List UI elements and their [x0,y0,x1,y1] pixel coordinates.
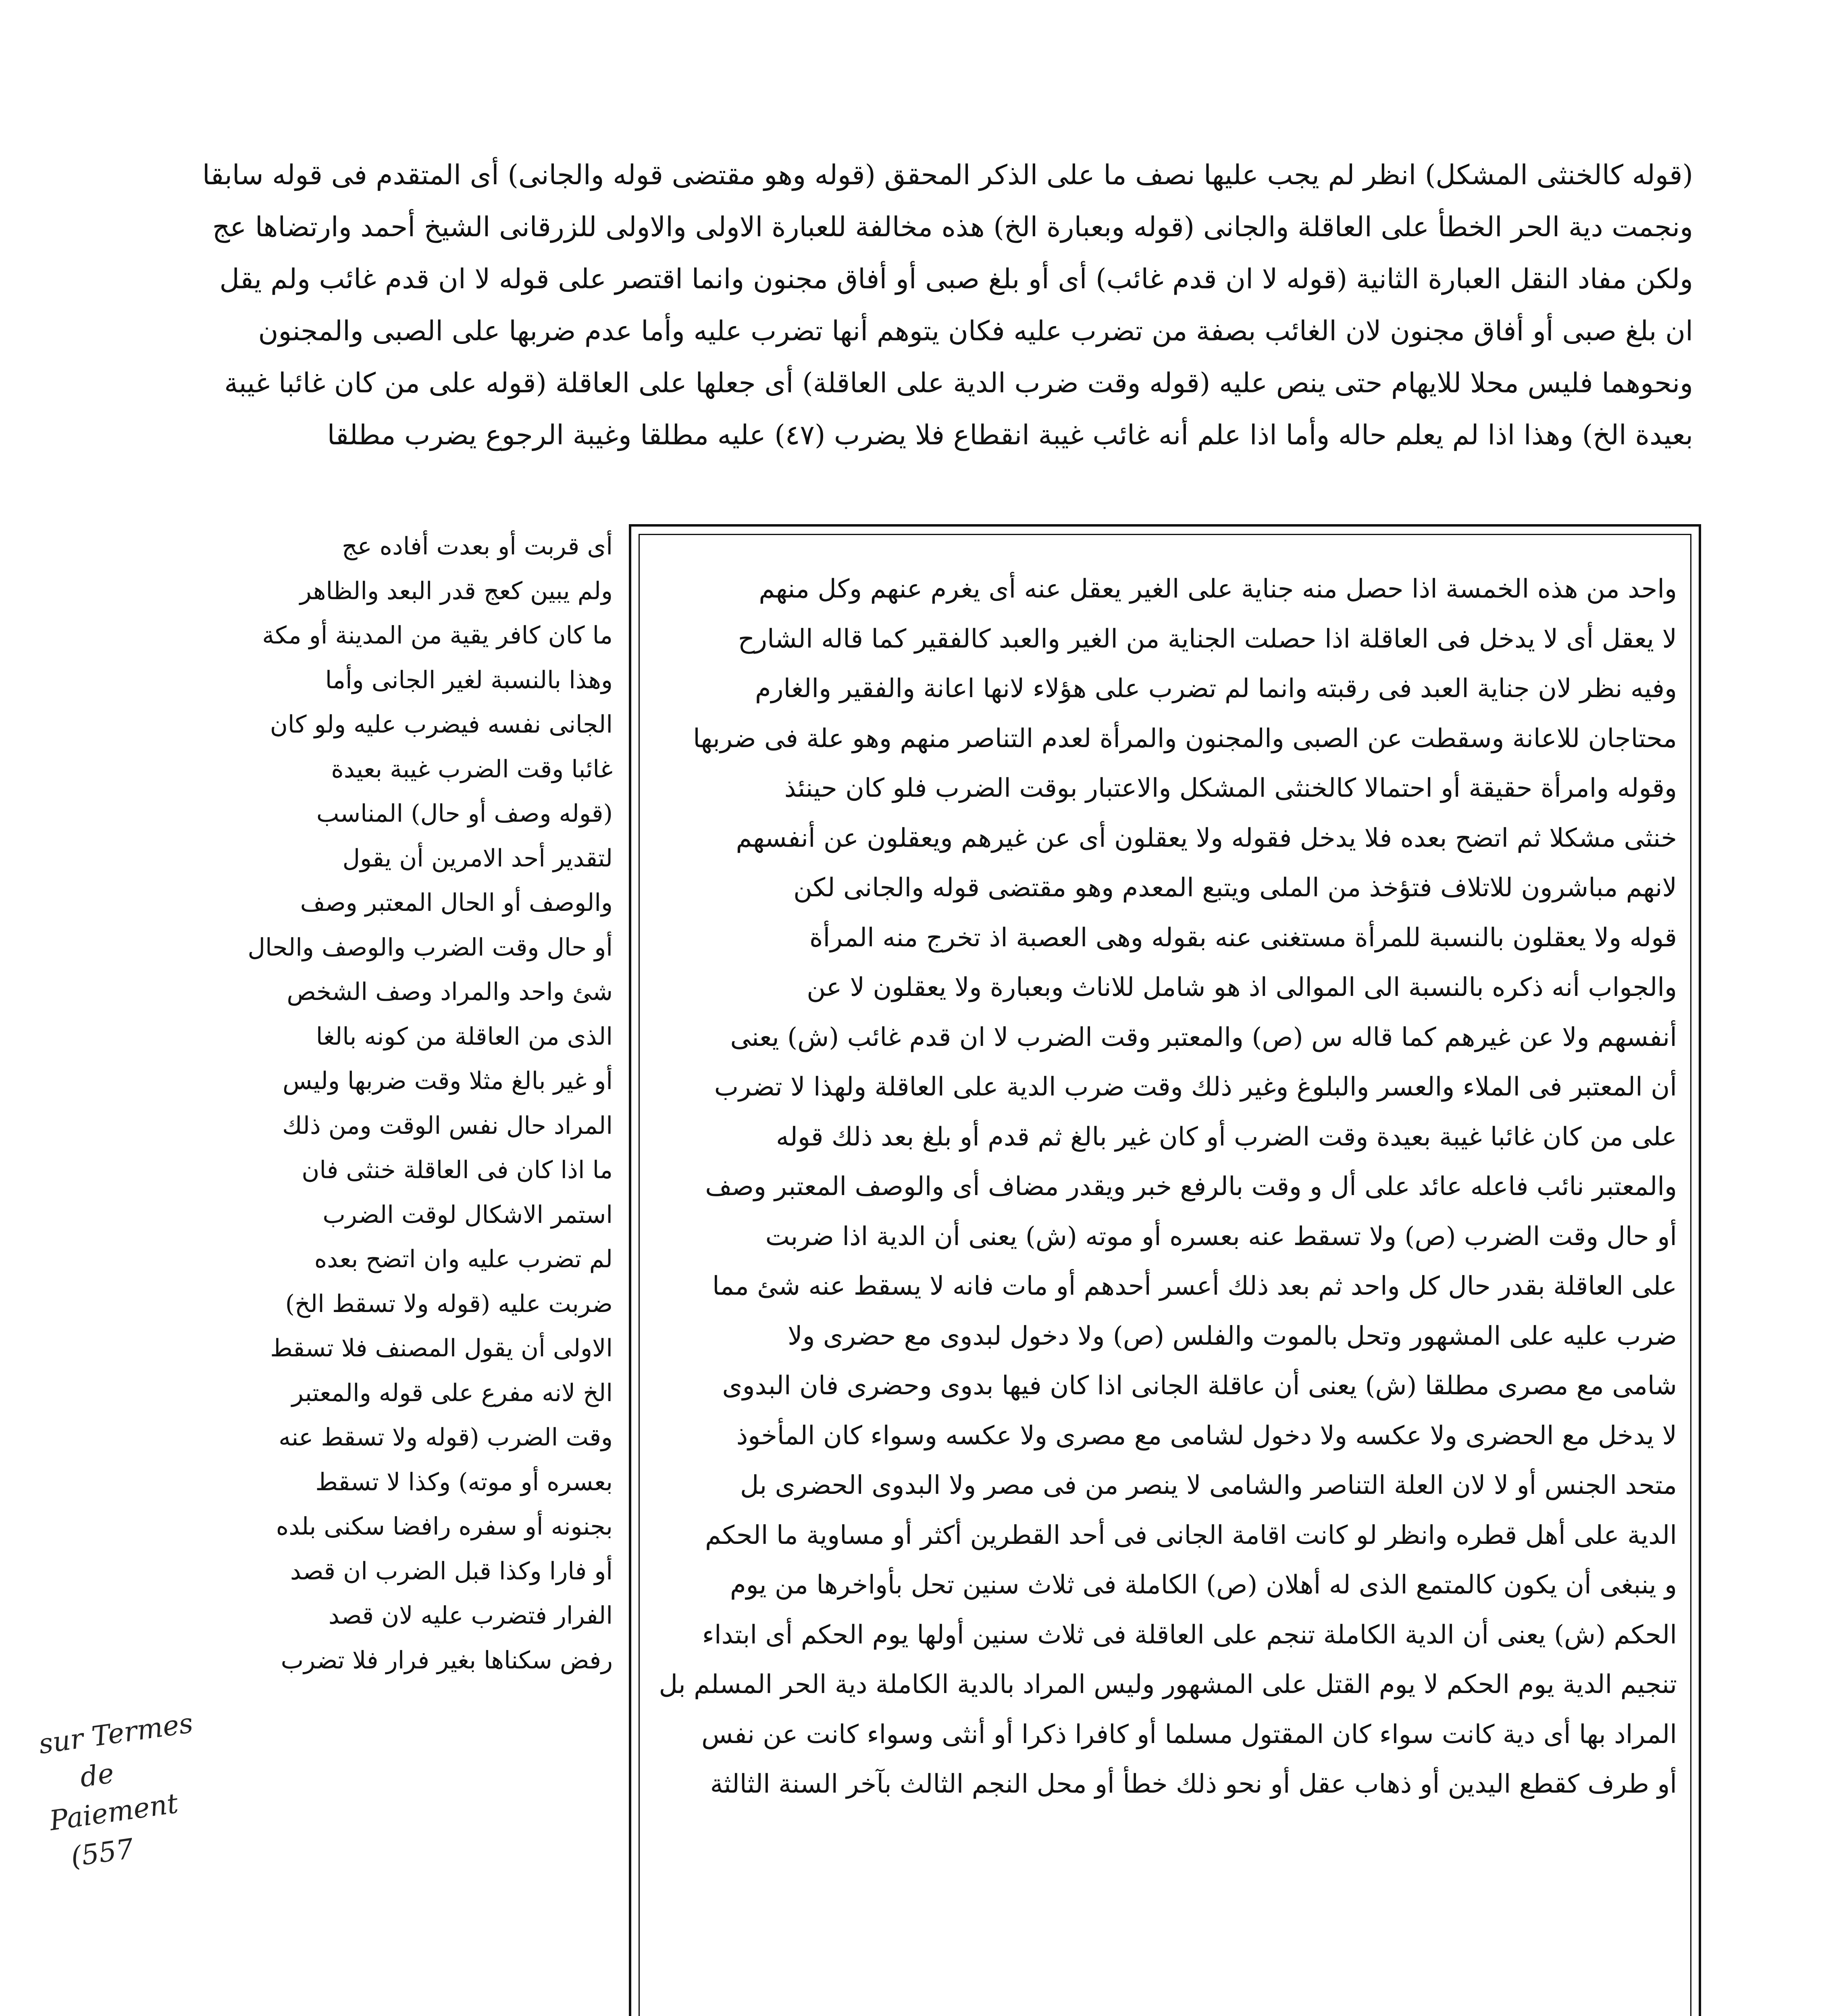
main-line: لانهم مباشرون للاتلاف فتؤخذ من الملى ويتبع المعدم وهو مقتضى قوله والجانى لكن [793,873,1677,903]
side-line: غائبا وقت الضرب غيبة بعيدة [331,755,613,783]
top-commentary [121,149,1693,461]
side-line: المراد حال نفس الوقت ومن ذلك [282,1111,613,1140]
side-line: ما كان كافر يقية من المدينة أو مكة [262,621,613,650]
margin-note-line: de [78,1757,116,1794]
side-line: الاولى أن يقول المصنف فلا تسقط [270,1334,613,1362]
main-line: أو طرف كقطع اليدين أو ذهاب عقل أو نحو ذلك خطأ أو محل النجم الثالث بآخر السنة الثالثة [710,1769,1677,1799]
side-line: شئ واحد والمراد وصف الشخص [287,978,613,1006]
main-line: أن المعتبر فى الملاء والعسر والبلوغ وغير ذلك وقت ضرب الدية على العاقلة ولهذا لا تضرب [714,1072,1677,1102]
side-line: وقت الضرب (قوله ولا تسقط عنه [279,1423,613,1452]
side-line: الفرار فتضرب عليه لان قصد [328,1602,613,1630]
side-line: أو فارا وكذا قبل الضرب ان قصد [290,1557,613,1585]
side-line: ولم يبين كعج قدر البعد والظاهر [300,577,613,605]
side-line: والوصف أو الحال المعتبر وصف [300,889,613,917]
side-line: بجنونه أو سفره رافضا سكنى بلده [276,1512,613,1541]
main-line: وقوله وامرأة حقيقة أو احتمالا كالخنثى المشكل والاعتبار بوقت الضرب فلو كان حينئذ [784,773,1677,803]
top-line: ان بلغ صبى أو أفاق مجنون لان الغائب بصفة من تضرب عليه فكان يتوهم أنها تضرب عليه وأما عدم ضربها على الصبى والمجنون [258,315,1693,347]
main-line: قوله ولا يعقلون بالنسبة للمرأة مستغنى عنه بقوله وهى العصبة اذ تخرج منه المرأة [809,923,1677,953]
main-line: لا يدخل مع الحضرى ولا عكسه ولا دخول لشامى مع مصرى ولا عكسه وسواء كان المأخوذ [736,1420,1677,1451]
side-line: ضربت عليه (قوله ولا تسقط الخ) [285,1289,613,1318]
main-line: الحكم (ش) يعنى أن الدية الكاملة تنجم على العاقلة فى ثلاث سنين أولها يوم الحكم أى ابتداء [702,1620,1677,1650]
margin-note-line: (557 [69,1833,136,1873]
main-line: محتاجان للاعانة وسقطت عن الصبى والمجنون والمرأة لعدم التناصر منهم وهو علة فى ضربها [693,723,1677,754]
main-line: تنجيم الدية يوم الحكم لا يوم القتل على المشهور وليس المراد بالدية الكاملة دية الحر المسلم بل [659,1670,1677,1699]
side-line: ما اذا كان فى العاقلة خنثى فان [302,1156,613,1184]
side-line: (قوله وصف أو حال) المناسب [316,800,613,828]
top-line: (قوله كالخنثى المشكل) انظر لم يجب عليها نصف ما على الذكر المحقق (قوله وهو مقتضى قوله والجانى) أى المتقدم فى قوله سابقا [202,159,1693,191]
side-line: لتقدير أحد الامرين أن يقول [342,844,613,873]
main-line: والمعتبر نائب فاعله عائد على أل و وقت بالرفع خبر ويقدر مضاف أى والوصف المعتبر وصف [705,1172,1677,1202]
top-line: ونجمت دية الحر الخطأ على العاقلة والجانى (قوله وبعبارة الخ) هذه مخالفة للعبارة الاولى والاولى للزرقانى الشيخ أحمد وارتضاها عج [212,211,1693,243]
main-line: على من كان غائبا غيبة بعيدة وقت الضرب أو كان غير بالغ ثم قدم أو بلغ بعد ذلك قوله [776,1122,1677,1152]
page-number [709,407,710,408]
side-line: أو غير بالغ مثلا وقت ضربها وليس [282,1067,613,1095]
main-line: على العاقلة بقدر حال كل واحد ثم بعد ذلك أعسر أحدهم أو مات فانه لا يسقط عنه شئ مما [712,1271,1677,1301]
margin-note-line: sur Termes [37,1707,195,1761]
main-line: أنفسهم ولا عن غيرهم كما قاله س (ص) والمعتبر وقت الضرب لا ان قدم غائب (ش) يعنى [730,1022,1677,1052]
side-line: لم تضرب عليه وان اتضح بعده [314,1245,613,1273]
main-line: وفيه نظر لان جناية العبد فى رقبته وانما لم تضرب على هؤلاء لانها اعانة والفقير والغارم [755,674,1677,704]
main-text [653,564,1677,1810]
main-line: والجواب أنه ذكره بالنسبة الى الموالى اذ هو شامل للاناث وبعبارة ولا يعقلون لا عن [807,973,1677,1002]
side-line: أو حال وقت الضرب والوصف والحال [248,933,613,962]
main-line: ضرب عليه على المشهور وتحل بالموت والفلس (ص) ولا دخول لبدوى مع حضرى ولا [788,1321,1677,1351]
side-line: وهذا بالنسبة لغير الجانى وأما [325,666,613,694]
side-line: أى قربت أو بعدت أفاده عج [342,532,613,560]
main-line: الدية على أهل قطره وانظر لو كانت اقامة الجانى فى أحد القطرين أكثر أو مساوية ما الحكم [705,1520,1677,1550]
main-line: أو حال وقت الضرب (ص) ولا تسقط عنه بعسره أو موته (ش) يعنى أن الدية اذا ضربت [765,1221,1677,1252]
top-line: بعيدة الخ) وهذا اذا لم يعلم حاله وأما اذا علم أنه غائب غيبة انقطاع فلا يضرب (٤٧) عليه مطلقا وغيبة الرجوع يضرب مطلقا [327,419,1693,451]
main-line: خنثى مشكلا ثم اتضح بعده فلا يدخل فقوله ولا يعقلون أى عن غيرهم ويعقلون عن أنفسهم [736,823,1677,853]
side-commentary [218,524,613,1683]
side-line: بعسره أو موته) وكذا لا تسقط [315,1468,613,1496]
main-line: لا يعقل أى لا يدخل فى العاقلة اذا حصلت الجناية من الغير والعبد كالفقير كما قاله الشارح [738,624,1677,654]
side-line: رفض سكناها بغير فرار فلا تضرب [281,1646,613,1674]
handwritten-margin-note [36,1701,233,1879]
side-line: الجانى نفسه فيضرب عليه ولو كان [270,710,613,739]
main-line: متحد الجنس أو لا لان العلة التناصر والشامى لا ينصر من فى مصر ولا البدوى الحضرى بل [740,1470,1677,1500]
main-line: واحد من هذه الخمسة اذا حصل منه جناية على الغير يعقل عنه أى يغرم عنهم وكل منهم [759,574,1677,604]
main-line: المراد بها أى دية كانت سواء كان المقتول مسلما أو كافرا ذكرا أو أنثى وسواء كانت عن نفس [701,1719,1677,1749]
margin-note-line: Paiement [47,1787,180,1837]
main-line: و ينبغى أن يكون كالمتمع الذى له أهلان (ص) الكاملة فى ثلاث سنين تحل بأواخرها من يوم [730,1570,1677,1600]
main-line: شامى مع مصرى مطلقا (ش) يعنى أن عاقلة الجانى اذا كان فيها بدوى وحضرى فان البدوى [722,1371,1677,1401]
side-line: استمر الاشكال لوقت الضرب [322,1200,613,1229]
side-line: الخ لانه مفرع على قوله والمعتبر [291,1379,613,1407]
top-line: ونحوهما فليس محلا للايهام حتى ينص عليه (قوله وقت ضرب الدية على العاقلة) أى جعلها على العاقلة (قوله على من كان غائبا غيبة [224,367,1693,399]
top-line: ولكن مفاد النقل العبارة الثانية (قوله لا ان قدم غائب) أى أو بلغ صبى أو أفاق مجنون وانما اقتصر على قوله لا ان قدم غائب ولم يقل [219,263,1693,295]
side-line: الذى من العاقلة من كونه بالغا [316,1022,613,1051]
